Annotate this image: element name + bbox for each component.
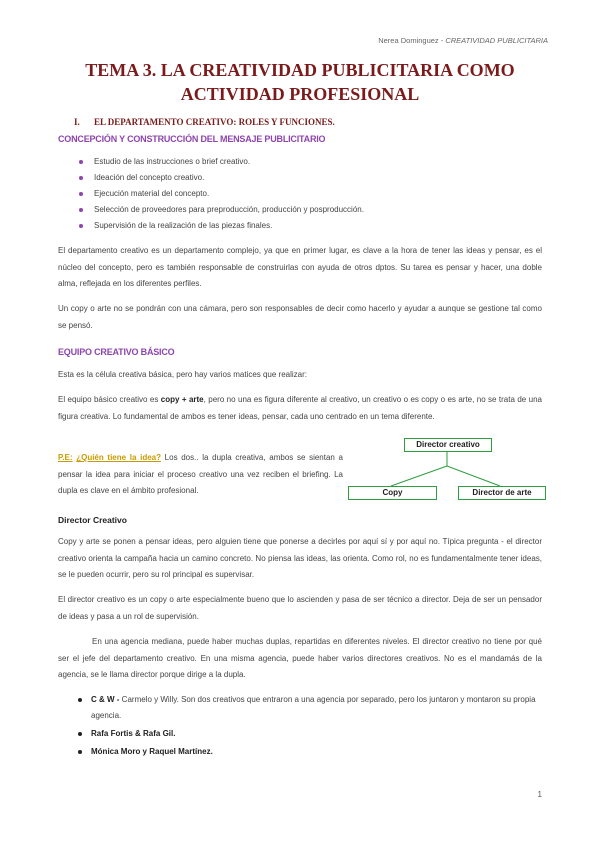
paragraph-equipo-basico [58, 392, 542, 425]
dupla-name: Mónica Moro y Raquel Martínez. [91, 747, 213, 756]
paragraph-agencia: En una agencia mediana, puede haber muchas duplas, repartidas en diferentes niveles. El director creativo no tiene por qué ser el jefe del departamento creativo. En una misma agencia, puede haber varios directores creativos. No es el mandamás de la agencia, se le llama director porque dirige a la dupla. [58, 637, 542, 679]
list-item [58, 726, 542, 742]
header-author: Nerea Dominguez - [378, 36, 446, 45]
diagram-connector-right [447, 466, 500, 486]
equipo-text-c: , pero no una es figura diferente al creativo, un creativo o es copy o es arte, no se trata de una figura creativa. Lo fundamental de ambos es tener ideas, pensar, cada uno centrado en un tema diferente. [58, 395, 542, 421]
example-label: P.E: [58, 453, 73, 462]
list-item: Ejecución material del concepto. [58, 186, 364, 202]
heading-director-creativo: Director Creativo [58, 515, 127, 525]
header-course: CREATIVIDAD PUBLICITARIA [445, 36, 548, 45]
page-title: TEMA 3. LA CREATIVIDAD PUBLICITARIA COMO ACTIVIDAD PROFESIONAL [85, 60, 515, 104]
example-text: Los dos.. la dupla creativa, ambos se sientan a pensar la idea para iniciar el proceso creativo una vez reciben el briefing. La dupla es clave en el ámbito profesional. [58, 453, 343, 495]
subheading-concepcion: CONCEPCIÓN Y CONSTRUCCIÓN DEL MENSAJE PUBLICITARIO [58, 134, 326, 144]
task-list [58, 154, 364, 234]
dupla-name: Rafa Fortis & Rafa Gil. [91, 729, 176, 738]
list-item: Selección de proveedores para preproducción, producción y posproducción. [58, 202, 364, 218]
org-diagram [348, 436, 546, 502]
diagram-connector-left [391, 466, 447, 486]
page-number: 1 [537, 790, 542, 799]
section-heading [74, 117, 335, 127]
paragraph-director-ascenso: El director creativo es un copy o arte especialmente bueno que lo ascienden y pasa de ser técnico a director. Deja de ser un pensador de ideas y pasa a un rol de supervisión. [58, 595, 542, 621]
section-title: EL DEPARTAMENTO CREATIVO: ROLES Y FUNCIONES. [94, 117, 335, 127]
list-item [58, 744, 542, 760]
running-header [378, 36, 548, 45]
paragraph-celula: Esta es la célula creativa básica, pero hay varios matices que realizar: [58, 370, 308, 379]
equipo-text-bold: copy + arte [160, 395, 204, 404]
diagram-box-copy: Copy [348, 486, 437, 500]
list-item [58, 692, 542, 724]
list-item: Estudio de las instrucciones o brief creativo. [58, 154, 364, 170]
subheading-equipo: EQUIPO CREATIVO BÁSICO [58, 347, 175, 357]
dupla-description: Carmelo y Willy. Son dos creativos que entraron a una agencia por separado, pero los juntaron y montaron su propia agencia. [91, 695, 536, 720]
dupla-name: C & W - [91, 695, 122, 704]
list-item: Ideación del concepto creativo. [58, 170, 364, 186]
equipo-text-a: El equipo básico creativo es [58, 395, 161, 404]
example-question: ¿Quién tiene la idea? [76, 453, 161, 462]
paragraph-copy-arte: Un copy o arte no se pondrán con una cámara, pero son responsables de decir como hacerlo y ayudar a aunque se gestione tal como se pensó. [58, 304, 542, 330]
diagram-box-director-arte: Director de arte [458, 486, 546, 500]
paragraph-departamento: El departamento creativo es un departamento complejo, ya que en primer lugar, es clave a la hora de tener las ideas y pensar, es el núcleo del concepto, pero es también responsable de construirlas con ayuda de otros dptos. Su tarea es pensar y hacer, una doble alma, reflejada en los diferentes perfiles. [58, 246, 542, 288]
duplas-list [58, 692, 542, 762]
section-number: I. [74, 117, 80, 127]
list-item: Supervisión de la realización de las piezas finales. [58, 218, 364, 234]
paragraph-dupla [58, 450, 343, 500]
diagram-box-director-creativo: Director creativo [404, 438, 492, 452]
paragraph-director-rol: Copy y arte se ponen a pensar ideas, pero alguien tiene que ponerse a decirles por aquí sí y por aquí no. Típica pregunta - el director creativo orienta la campaña hacia un camino concreto. No piensa las ideas, las orienta. Como rol, no es fundamentalmente tener ideas, se le pueden ocurrir, pero su rol principal es supervisar. [58, 537, 542, 579]
